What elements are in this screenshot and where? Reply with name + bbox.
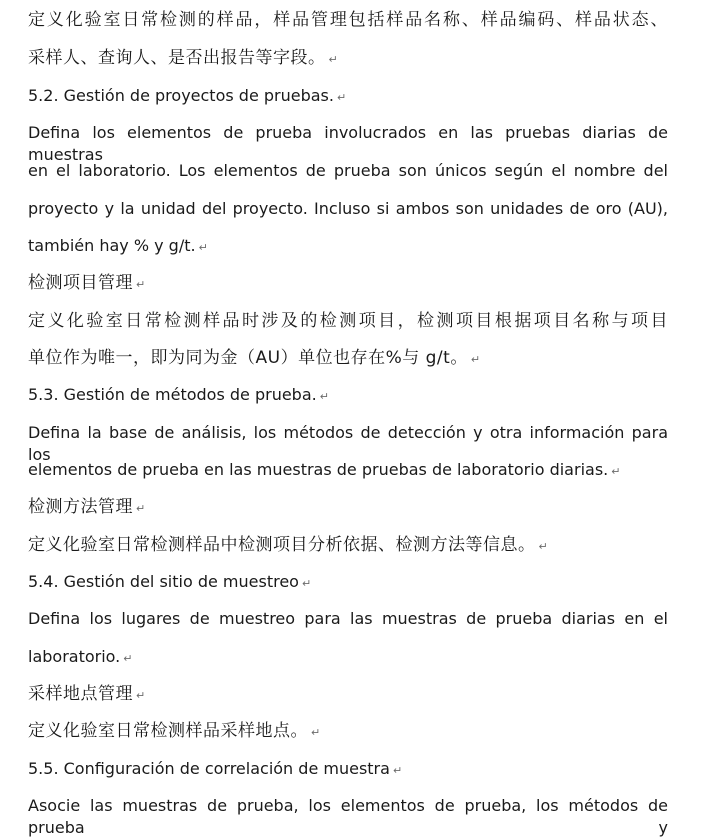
paragraph-mark-icon: ↵ bbox=[123, 652, 133, 665]
line-text: laboratorio. bbox=[28, 647, 121, 666]
paragraph-mark-icon: ↵ bbox=[311, 726, 321, 739]
paragraph-mark-icon: ↵ bbox=[611, 465, 621, 478]
line-text: Defina los elementos de prueba involucrados en las pruebas diarias de muestras bbox=[28, 123, 668, 164]
paragraph-line bbox=[28, 795, 668, 839]
line-text: 采样地点管理 bbox=[28, 684, 133, 704]
line-text: 定义化验室日常检测的样品，样品管理包括样品名称、样品编码、样品状态、 bbox=[28, 10, 668, 30]
line-text: 定义化验室日常检测样品中检测项目分析依据、检测方法等信息。 bbox=[28, 535, 536, 555]
paragraph-line bbox=[28, 347, 481, 371]
line-text: 定义化验室日常检测样品采样地点。 bbox=[28, 721, 308, 741]
section-heading bbox=[28, 758, 402, 782]
line-text: 检测项目管理 bbox=[28, 273, 133, 293]
paragraph-line bbox=[28, 198, 668, 220]
line-text: 5.4. Gestión del sitio de muestreo bbox=[28, 572, 299, 591]
paragraph-mark-icon: ↵ bbox=[470, 353, 481, 366]
section-heading bbox=[28, 571, 311, 595]
section-heading bbox=[28, 272, 146, 296]
paragraph-mark-icon: ↵ bbox=[136, 689, 146, 702]
section-heading bbox=[28, 683, 146, 707]
paragraph-line bbox=[28, 646, 132, 670]
paragraph-line bbox=[28, 160, 668, 182]
paragraph-line bbox=[28, 534, 548, 558]
paragraph-mark-icon: ↵ bbox=[392, 764, 403, 777]
paragraph-mark-icon: ↵ bbox=[538, 540, 549, 553]
paragraph-line bbox=[28, 459, 620, 483]
paragraph-mark-icon: ↵ bbox=[319, 390, 329, 403]
line-text: también hay % y g/t. bbox=[28, 236, 196, 255]
line-text: Asocie las muestras de prueba, los elementos de prueba, los métodos de prueba y bbox=[28, 796, 668, 837]
paragraph-line bbox=[28, 310, 668, 332]
line-text: 定义化验室日常检测样品时涉及的检测项目，检测项目根据项目名称与项目 bbox=[28, 311, 668, 331]
line-text: 检测方法管理 bbox=[28, 497, 133, 517]
section-heading bbox=[28, 384, 329, 408]
line-text: 5.5. Configuración de correlación de muestra bbox=[28, 759, 390, 778]
line-text: Defina la base de análisis, los métodos de detección y otra información para los bbox=[28, 423, 668, 464]
section-heading bbox=[28, 496, 146, 520]
paragraph-line bbox=[28, 47, 338, 71]
paragraph-mark-icon: ↵ bbox=[136, 502, 146, 515]
paragraph-line bbox=[28, 608, 668, 630]
line-text: en el laboratorio. Los elementos de prueba son únicos según el nombre del bbox=[28, 161, 668, 180]
paragraph-mark-icon: ↵ bbox=[336, 91, 347, 104]
paragraph-line bbox=[28, 720, 321, 744]
line-text: 5.2. Gestión de proyectos de pruebas. bbox=[28, 86, 334, 105]
paragraph-line bbox=[28, 9, 668, 31]
line-text: Defina los lugares de muestreo para las muestras de prueba diarias en el bbox=[28, 609, 668, 628]
paragraph-mark-icon: ↵ bbox=[328, 53, 339, 66]
paragraph-mark-icon: ↵ bbox=[198, 241, 208, 254]
line-text: 5.3. Gestión de métodos de prueba. bbox=[28, 385, 317, 404]
line-text: 采样人、查询人、是否出报告等字段。 bbox=[28, 48, 326, 68]
line-text: 单位作为唯一，即为同为金（AU）单位也存在%与 g/t。 bbox=[28, 348, 468, 368]
line-text: proyecto y la unidad del proyecto. Incluso si ambos son unidades de oro (AU), bbox=[28, 199, 668, 218]
paragraph-line bbox=[28, 235, 208, 259]
section-heading bbox=[28, 85, 346, 109]
paragraph-mark-icon: ↵ bbox=[301, 577, 312, 590]
line-text: elementos de prueba en las muestras de pruebas de laboratorio diarias. bbox=[28, 460, 609, 479]
paragraph-mark-icon: ↵ bbox=[136, 278, 146, 291]
